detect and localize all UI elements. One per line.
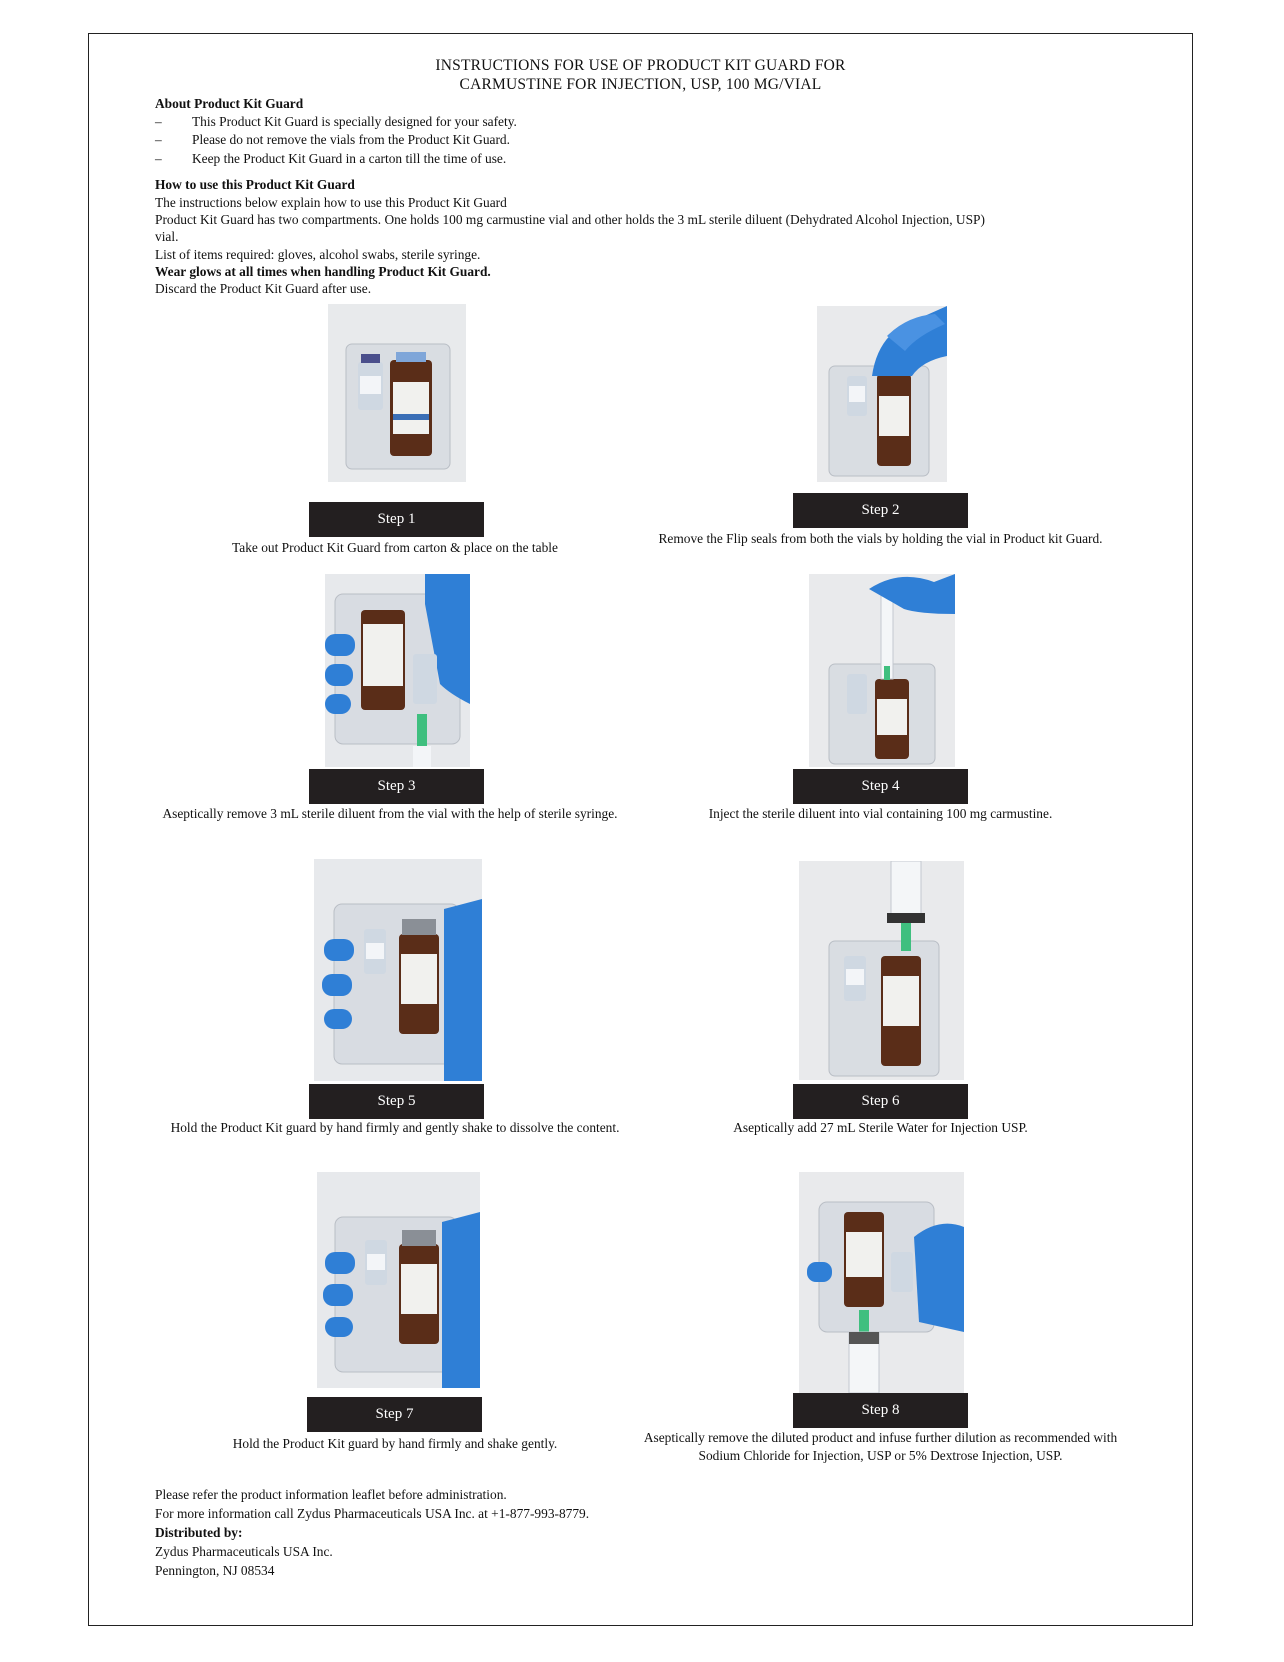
kit-guard-shake-image <box>314 859 482 1081</box>
step-8-caption: Aseptically remove the diluted product and infuse further dilution as recommended with Sodium Chloride for Injection, USP or 5% Dextrose Injection, USP. <box>643 1430 1118 1463</box>
step-4-photo <box>809 574 955 767</box>
howto-heading: How to use this Product Kit Guard <box>155 177 355 192</box>
kit-guard-syringe-image <box>809 574 955 767</box>
step-7-caption: Hold the Product Kit guard by hand firmly and shake gently. <box>232 1436 558 1451</box>
howto-line-2: Product Kit Guard has two compartments. One holds 100 mg carmustine vial and other holds the 3 mL sterile diluent (Dehydrated Alcohol Injection, USP) <box>155 212 985 227</box>
footer-line-1: Please refer the product information leaflet before administration. <box>155 1487 507 1502</box>
footer-company: Zydus Pharmaceuticals USA Inc. <box>155 1544 333 1559</box>
kit-guard-large-syringe-image <box>799 861 964 1080</box>
step-2-photo <box>817 306 947 482</box>
footer-line-2: For more information call Zydus Pharmaceuticals USA Inc. at +1-877-993-8779. <box>155 1506 590 1521</box>
step-8-photo <box>799 1172 964 1393</box>
step-5-label: Step 5 <box>309 1084 484 1119</box>
bullet-text: This Product Kit Guard is specially designed for your safety. <box>192 114 517 129</box>
step-6-caption: Aseptically add 27 mL Sterile Water for Injection USP. <box>733 1120 1028 1135</box>
step-7-photo <box>317 1172 480 1388</box>
page-frame <box>88 33 1193 1626</box>
step-7-label: Step 7 <box>307 1397 482 1432</box>
step-5-photo <box>314 859 482 1081</box>
bullet-text: Keep the Product Kit Guard in a carton till the time of use. <box>192 151 507 166</box>
bullet-dash: – <box>155 151 162 166</box>
step-3-caption: Aseptically remove 3 mL sterile diluent from the vial with the help of sterile syringe. <box>162 806 618 821</box>
bullet-text: Please do not remove the vials from the Product Kit Guard. <box>192 132 510 147</box>
kit-guard-hold-image <box>317 1172 480 1388</box>
howto-line-4: Wear glows at all times when handling Product Kit Guard. <box>155 264 491 279</box>
kit-guard-glove-image <box>817 306 947 482</box>
step-6-photo <box>799 861 964 1080</box>
about-heading: About Product Kit Guard <box>155 96 304 111</box>
step-8-label: Step 8 <box>793 1393 968 1428</box>
step-1-photo <box>328 304 466 482</box>
step-5-caption: Hold the Product Kit guard by hand firmly and gently shake to dissolve the content. <box>170 1120 620 1135</box>
step-4-label: Step 4 <box>793 769 968 804</box>
howto-line-5: Discard the Product Kit Guard after use. <box>155 281 372 296</box>
kit-guard-withdraw-image <box>799 1172 964 1393</box>
step-2-caption: Remove the Flip seals from both the vials by holding the vial in Product kit Guard. <box>658 531 1103 546</box>
step-3-photo <box>325 574 470 767</box>
step-3-label: Step 3 <box>309 769 484 804</box>
footer-address: Pennington, NJ 08534 <box>155 1563 275 1578</box>
kit-guard-image <box>328 304 466 482</box>
howto-line-3: List of items required: gloves, alcohol swabs, sterile syringe. <box>155 247 481 262</box>
step-1-caption: Take out Product Kit Guard from carton & place on the table <box>232 540 558 555</box>
step-2-label: Step 2 <box>793 493 968 528</box>
howto-line-2b: vial. <box>155 229 179 244</box>
step-6-label: Step 6 <box>793 1084 968 1119</box>
step-1-label: Step 1 <box>309 502 484 537</box>
howto-line-1: The instructions below explain how to use this Product Kit Guard <box>155 195 507 210</box>
title-line-2: CARMUSTINE FOR INJECTION, USP, 100 MG/VIAL <box>459 76 822 93</box>
footer-distributed: Distributed by: <box>155 1525 243 1540</box>
step-4-caption: Inject the sterile diluent into vial containing 100 mg carmustine. <box>708 806 1053 821</box>
kit-guard-inverted-image <box>325 574 470 767</box>
title-line-1: INSTRUCTIONS FOR USE OF PRODUCT KIT GUARD FOR <box>435 57 846 74</box>
bullet-dash: – <box>155 132 162 147</box>
bullet-dash: – <box>155 114 162 129</box>
